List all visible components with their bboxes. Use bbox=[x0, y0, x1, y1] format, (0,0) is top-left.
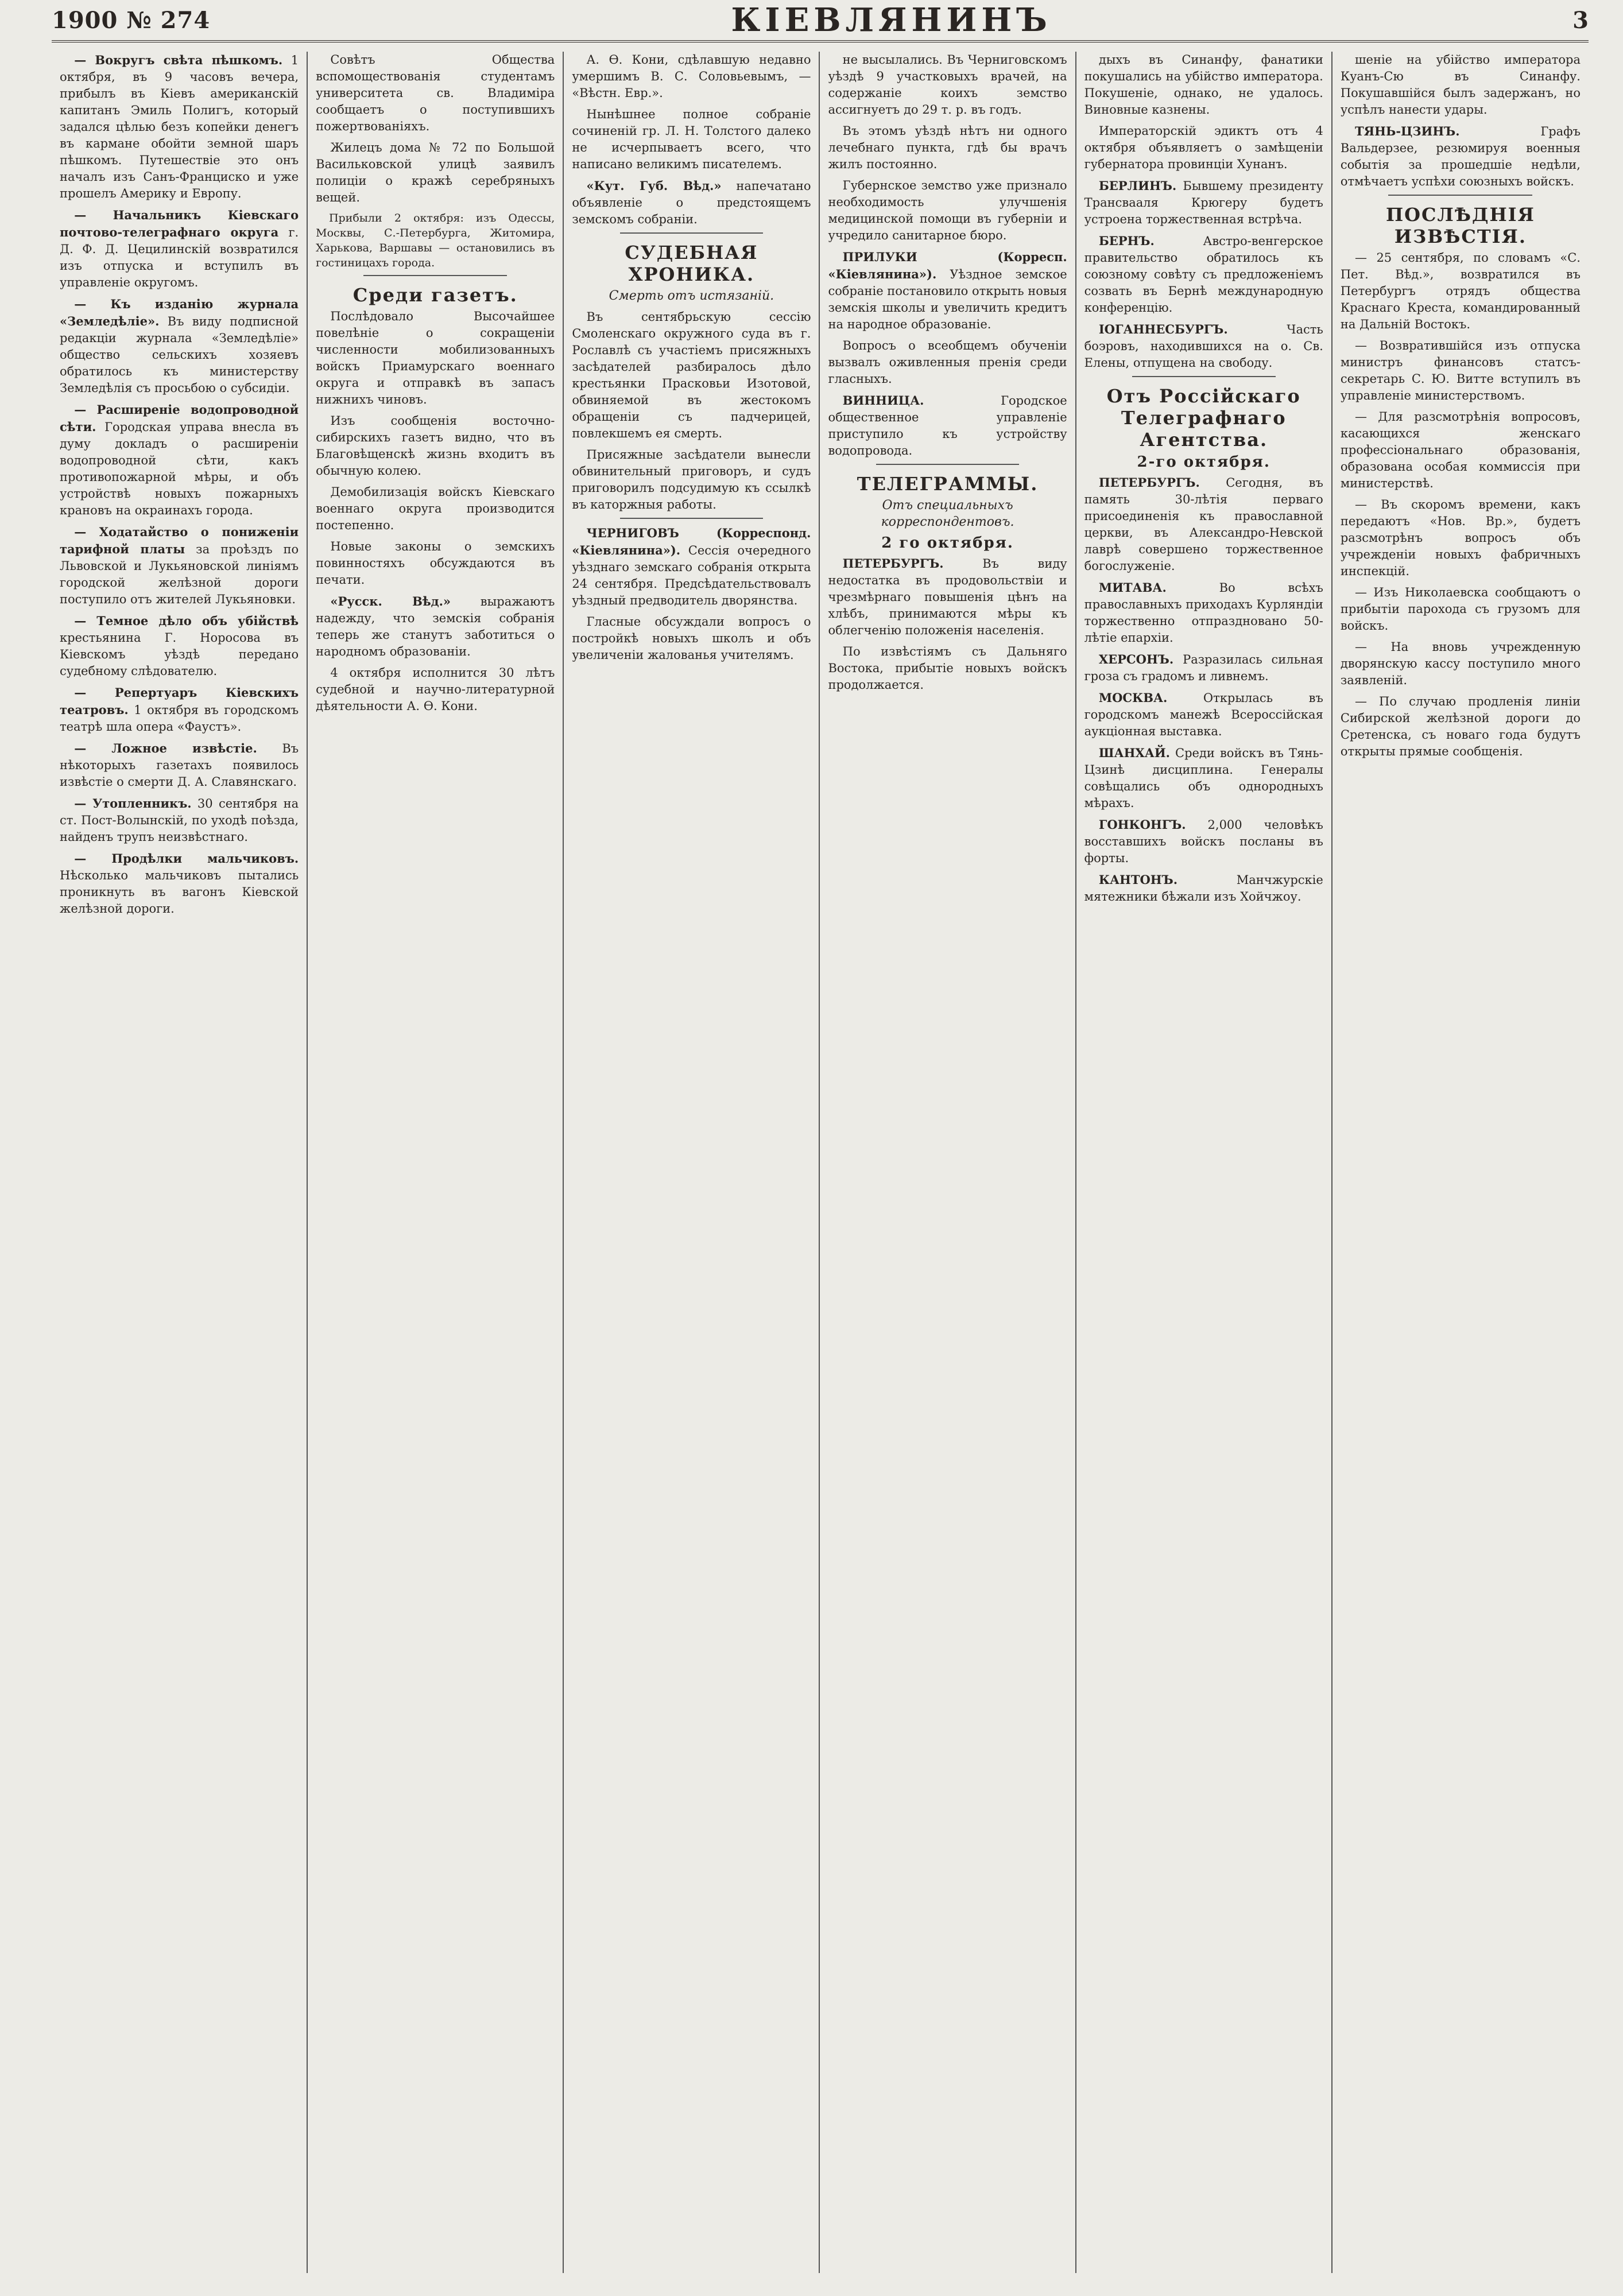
article-johannesburg bbox=[1084, 321, 1323, 371]
divider bbox=[1388, 195, 1532, 196]
article-russk-ved bbox=[316, 593, 555, 660]
divider bbox=[876, 464, 1020, 465]
article-canton bbox=[1084, 871, 1323, 905]
article-false-report bbox=[60, 740, 299, 790]
article-lead: — Расширеніе водопроводной сѣти. bbox=[60, 402, 299, 434]
article-text: 1 октября, въ 9 часовъ вечера, прибылъ въ Кіевъ американскій капитанъ Эмиль Полигъ, который задался цѣлью безъ копейки денегъ въ кармане обойти земной шаръ пѣшкомъ. Путешествіе это онъ началъ изъ Санъ-Франциско и уже прошелъ Америку и Европу. bbox=[60, 53, 299, 200]
article-lead: ІОГАННЕСБУРГЪ. bbox=[1098, 322, 1228, 336]
article-text: дыхъ въ Синанфу, фанатики покушались на убійство императора. Покушеніе, однако, не удалось. Виновные казнены. bbox=[1084, 53, 1323, 117]
article-text: Уѣздное земское собраніе постановило открыть новыя земскія школы и увеличить кредитъ на народное образованіе. bbox=[828, 267, 1067, 331]
article-water-network bbox=[60, 401, 299, 519]
article-text: Разразилась сильная гроза съ градомъ и ливнемъ. bbox=[1084, 653, 1323, 683]
article-lead: МИТАВА. bbox=[1098, 580, 1167, 595]
article-text: Открылась въ городскомъ манежѣ Всероссійская аукціонная выставка. bbox=[1084, 691, 1323, 738]
article-text: — Въ скоромъ времени, какъ передаютъ «Нов. Вр.», будетъ разсмотрѣнъ вопросъ объ учрежденіи новыхъ фабричныхъ инспекцій. bbox=[1340, 498, 1581, 578]
article-lead: БЕРНЪ. bbox=[1098, 234, 1155, 248]
column-2 bbox=[308, 52, 564, 2273]
article-theft bbox=[316, 139, 555, 206]
article-lead: ПРИЛУКИ (Корресп. «Кіевлянина»). bbox=[828, 250, 1067, 281]
article-drowned bbox=[60, 795, 299, 846]
article-lead: МОСКВА. bbox=[1098, 691, 1168, 705]
article-assassination bbox=[1084, 52, 1323, 118]
article-sanitary bbox=[828, 177, 1067, 244]
article-bern bbox=[1084, 232, 1323, 316]
article-text: — Изъ Николаевска сообщаютъ о прибытіи парохода съ грузомъ для войскъ. bbox=[1340, 585, 1581, 633]
article-agency-petersburg bbox=[1084, 474, 1323, 575]
article-far-east bbox=[828, 643, 1067, 693]
article-murder-case bbox=[60, 612, 299, 680]
article-demobilization bbox=[316, 308, 555, 408]
article-text: — Возвратившійся изъ отпуска министръ финансовъ статсъ-секретарь С. Ю. Витте вступилъ въ управленіе министерствомъ. bbox=[1340, 339, 1581, 402]
divider bbox=[620, 518, 764, 519]
article-around-world bbox=[60, 52, 299, 202]
article-text: Совѣтъ Общества вспомоществованія студентамъ университета св. Владиміра сообщаетъ о поступившихъ пожертвованіяхъ. bbox=[316, 53, 555, 133]
article-text: Изъ сообщенія восточно-сибирскихъ газетъ видно, что въ Благовѣщенскѣ жизнь входитъ въ обычную колею. bbox=[316, 414, 555, 478]
section-heading: Среди газетъ. bbox=[353, 284, 518, 306]
section-subheading: Отъ специальныхъ корреспондентовъ. bbox=[881, 498, 1014, 529]
article-text: — Для разсмотрѣнія вопросовъ, касающихся женскаго профессіональнаго образованія, образована особая коммиссія при министерствѣ. bbox=[1340, 410, 1581, 490]
masthead bbox=[52, 0, 1589, 42]
article-text: 2,000 человѣкъ восставшихъ войскъ посланы въ форты. bbox=[1084, 818, 1323, 865]
article-text: По извѣстіямъ съ Дальняго Востока, прибытіе новыхъ войскъ продолжается. bbox=[828, 645, 1067, 692]
article-lead: — Темное дѣло объ убійствѣ bbox=[74, 614, 299, 628]
column-6 bbox=[1333, 52, 1589, 2273]
article-lead: ШАНХАЙ. bbox=[1098, 746, 1170, 760]
issue-number: 1900 № 274 bbox=[52, 6, 211, 34]
dateline: 2 го октября. bbox=[881, 534, 1014, 552]
article-text: Губернское земство уже признало необходимость улучшенія медицинской помощи въ губерніи и учредило санитарное бюро. bbox=[828, 179, 1067, 242]
article-text: Часть боэровъ, находившихся на о. Св. Елены, отпущена на свободу. bbox=[1084, 323, 1323, 370]
article-edict bbox=[1084, 123, 1323, 173]
article-red-cross bbox=[1341, 250, 1581, 333]
article-lead: — Утопленникъ. bbox=[74, 796, 192, 810]
article-text: шеніе на убійство императора Куанъ-Сю въ Синанфу. Покушавшійся былъ задержанъ, но успѣлъ нанести удары. bbox=[1340, 53, 1581, 117]
article-hongkong bbox=[1084, 816, 1323, 867]
article-telegram-petersburg bbox=[828, 555, 1067, 639]
article-lead: «Кут. Губ. Вѣд.» bbox=[586, 179, 722, 193]
article-lead: — Вокругъ свѣта пѣшкомъ. bbox=[74, 53, 283, 67]
page-number: 3 bbox=[1572, 6, 1589, 34]
article-text: Въ нѣкоторыхъ газетахъ появилось извѣстіе о смерти Д. А. Славянскаго. bbox=[60, 742, 299, 789]
article-lead: — Репертуаръ Кіевскихъ театровъ. bbox=[60, 685, 299, 717]
columns bbox=[52, 52, 1589, 2273]
article-text: напечатано объявленіе о предстоящемъ земскомъ собраніи. bbox=[572, 179, 811, 226]
article-lead: — Начальникъ Кіевскаго почтово-телеграфнаго округа bbox=[60, 208, 299, 239]
article-kherson bbox=[1084, 651, 1323, 685]
article-emperor bbox=[1341, 52, 1581, 118]
newspaper-title: КІЕВЛЯНИНЪ bbox=[731, 1, 1052, 39]
article-clinics bbox=[828, 123, 1067, 173]
article-kutaisi bbox=[572, 177, 811, 228]
article-koni bbox=[572, 52, 811, 102]
divider bbox=[1132, 376, 1276, 377]
article-lead: БЕРЛИНЪ. bbox=[1098, 179, 1177, 193]
article-text: Графъ Вальдерзее, резюмируя военныя событія за прошедшіе недѣли, отмѣчаетъ успѣхи союзныхъ войскъ. bbox=[1340, 125, 1581, 188]
article-text: Во всѣхъ православныхъ приходахъ Курляндіи торжественно отпраздновано 50-лѣтіе епархіи. bbox=[1084, 581, 1323, 645]
column-3 bbox=[564, 52, 820, 2273]
article-lead: — Ложное извѣстіе. bbox=[74, 741, 257, 755]
article-text: Присяжные засѣдатели вынесли обвинительный приговоръ, и судъ приговорилъ подсудимую къ ссылкѣ въ каторжныя работы. bbox=[572, 448, 811, 511]
article-text: 1 октября въ городскомъ театрѣ шла опера «Фаустъ». bbox=[60, 703, 299, 734]
article-text: выражаютъ надежду, что земскія собранія теперь же станутъ заботиться о народномъ образованіи. bbox=[316, 595, 555, 658]
section-heading: ТЕЛЕГРАММЫ. bbox=[857, 473, 1039, 495]
article-text: за проѣздъ по Львовской и Лукьяновской линіямъ городской желѣзной дороги поступило отъ жителей Лукьяновки. bbox=[60, 542, 299, 606]
article-text: Вопросъ о всеобщемъ обученіи вызвалъ оживленныя пренія среди гласныхъ. bbox=[828, 339, 1067, 386]
section-heading: Отъ Россійскаго Телеграфнаго Агентства. bbox=[1106, 385, 1301, 451]
article-tolstoy bbox=[572, 106, 811, 173]
article-text: — 25 сентября, по словамъ «С. Пет. Вѣд.», возвратился въ Петербургъ отрядъ общества Краснаго Креста, командированный на Дальній Востокъ. bbox=[1340, 251, 1581, 331]
article-text: — По случаю продленія линіи Сибирской желѣзной дороги до Сретенска, съ новаго года будутъ открыты прямые сообщенія. bbox=[1340, 695, 1581, 758]
article-nikolaevsk bbox=[1341, 584, 1581, 634]
article-text: — На вновь учрежденную дворянскую кассу поступило много заявленій. bbox=[1340, 640, 1581, 687]
article-lead: ВИННИЦА. bbox=[842, 393, 924, 408]
article-chernigov bbox=[572, 525, 811, 609]
divider bbox=[363, 275, 507, 276]
article-text: Гласные обсуждали вопросъ о постройкѣ новыхъ школъ и объ увеличеніи жалованья учителямъ. bbox=[572, 615, 811, 662]
article-schools bbox=[572, 614, 811, 664]
article-text: г. Д. Ф. Д. Цецилинскій возвратился изъ отпуска и вступилъ въ управленіе округомъ. bbox=[60, 226, 299, 289]
article-text: Въ этомъ уѣздѣ нѣтъ ни одного лечебнаго пункта, гдѣ бы врачъ жилъ постоянно. bbox=[828, 124, 1067, 171]
article-doctors bbox=[828, 52, 1067, 118]
article-siberian-railway bbox=[1341, 693, 1581, 760]
article-boys bbox=[60, 850, 299, 917]
article-postal-chief bbox=[60, 207, 299, 291]
article-text: Нѣсколько мальчиковъ пытались проникнуть въ вагонъ Кіевской желѣзной дороги. bbox=[60, 868, 299, 916]
article-text: Императорскій эдиктъ отъ 4 октября объявляетъ о замѣщеніи губернатора провинціи Хунанъ. bbox=[1084, 124, 1323, 171]
article-text: 30 сентября на ст. Пост-Волынскій, по уходѣ поѣзда, найденъ трупъ неизвѣстнаго. bbox=[60, 797, 299, 844]
article-priluki bbox=[828, 249, 1067, 333]
article-berlin bbox=[1084, 177, 1323, 228]
article-text: Городское общественное управленіе приступило къ устройству водопровода. bbox=[828, 394, 1067, 457]
article-text: Въ сентябрьскую сессію Смоленскаго окружного суда въ г. Рославлѣ съ участіемъ присяжныхъ засѣдателей разбиралось дѣло крестьянки Прасковьи Изотовой, обвиняемой въ жестокомъ обращеніи съ падчерицей, повлекшемъ ея смерть. bbox=[572, 310, 811, 440]
section-subheading: Смерть отъ истязаній. bbox=[609, 289, 774, 303]
section-heading: СУДЕБНАЯ ХРОНИКА. bbox=[625, 242, 758, 285]
article-lead: ПЕТЕРБУРГЪ. bbox=[1098, 475, 1200, 490]
article-lead: — Къ изданію журнала «Земледѣліе». bbox=[60, 297, 299, 328]
divider bbox=[620, 232, 764, 234]
article-text: Манчжурскіе мятежники бѣжали изъ Хойчжоу. bbox=[1084, 873, 1323, 903]
article-tientsin bbox=[1341, 123, 1581, 190]
article-koni-jubilee bbox=[316, 665, 555, 715]
article-theatre bbox=[60, 684, 299, 735]
article-text: А. Ѳ. Кони, сдѣлавшую недавно умершимъ В. С. Соловьевымъ, — «Вѣстн. Евр.». bbox=[572, 53, 811, 100]
dateline: 2-го октября. bbox=[1137, 453, 1270, 471]
article-verdict bbox=[572, 447, 811, 513]
article-text: Новые законы о земскихъ повинностяхъ обсуждаются въ печати. bbox=[316, 540, 555, 587]
article-education bbox=[828, 338, 1067, 387]
article-factory-inspection bbox=[1341, 497, 1581, 580]
article-text: Нынѣшнее полное собраніе сочиненій гр. Л. Н. Толстого далеко не исчерпываетъ всего, что написано великимъ писателемъ. bbox=[572, 107, 811, 171]
article-moscow bbox=[1084, 689, 1323, 740]
article-text: 4 октября исполнится 30 лѣтъ судебной и научно-литературной дѣятельности А. Ѳ. Кони. bbox=[316, 666, 555, 713]
article-lead: ТЯНЬ-ЦЗИНЪ. bbox=[1355, 124, 1460, 138]
column-4 bbox=[820, 52, 1076, 2273]
article-vinnitsa bbox=[828, 392, 1067, 459]
article-lead: ГОНКОНГЪ. bbox=[1098, 817, 1186, 832]
article-text: Среди войскъ въ Тянь-Цзинѣ дисциплина. Генералы совѣщались объ однородныхъ мѣрахъ. bbox=[1084, 746, 1323, 810]
column-5 bbox=[1076, 52, 1333, 2273]
article-text: Сессія очередного уѣзднаго земскаго собранія открыта 24 сентября. Предсѣдательствовалъ уѣздный предводитель дворянства. bbox=[572, 544, 811, 607]
article-women-education bbox=[1341, 409, 1581, 492]
article-text: не высылались. Въ Черниговскомъ уѣздѣ 9 участковыхъ врачей, на содержаніе коихъ земство ассигнуетъ до 29 т. р. въ годъ. bbox=[828, 53, 1067, 117]
article-text: Прибыли 2 октября: изъ Одессы, Москвы, С.-Петербурга, Житомира, Харькова, Варшавы — остановились въ гостиницахъ города. bbox=[316, 212, 555, 269]
article-witte bbox=[1341, 338, 1581, 404]
article-lead: ХЕРСОНЪ. bbox=[1098, 652, 1174, 666]
article-zemstvo-laws bbox=[316, 538, 555, 588]
column-1 bbox=[52, 52, 308, 2273]
article-journal bbox=[60, 296, 299, 397]
article-lead: КАНТОНЪ. bbox=[1098, 872, 1178, 887]
article-text: Сегодня, въ память 30-лѣтія перваго присоединенія къ православной церкви, въ Александро-Невской лаврѣ совершено торжественное богослуженіе. bbox=[1084, 476, 1323, 573]
article-tariff bbox=[60, 523, 299, 608]
article-lead: ПЕТЕРБУРГЪ. bbox=[842, 556, 944, 571]
article-nobility-bank bbox=[1341, 639, 1581, 689]
article-text: Городская управа внесла въ думу докладъ о расширеніи водопроводной сѣти, какъ противопожарной мѣры, и объ устройствѣ новыхъ пожарныхъ крановъ на окраинахъ города. bbox=[60, 420, 299, 517]
article-text: Бывшему президенту Трансвааля Крюгеру будетъ устроена торжественная встрѣча. bbox=[1084, 179, 1323, 226]
article-text: Демобилизація войскъ Кіевскаго военнаго округа производится постепенно. bbox=[316, 485, 555, 532]
article-lead: ЧЕРНИГОВЪ (Корреспонд. «Кіевлянина»). bbox=[572, 526, 811, 557]
article-text: Австро-венгерское правительство обратилось къ союзному совѣту съ предложеніемъ созвать въ Бернѣ международную конференцію. bbox=[1084, 234, 1323, 315]
article-lead: «Русск. Вѣд.» bbox=[330, 594, 451, 608]
article-shanghai bbox=[1084, 744, 1323, 812]
article-text: Послѣдовало Высочайшее повелѣніе о сокращеніи численности мобилизованныхъ войскъ Приамурскаго военнаго округа и отправкѣ въ запасъ нижнихъ чиновъ. bbox=[316, 309, 555, 406]
article-court-case bbox=[572, 309, 811, 442]
article-lead: — Ходатайство о пониженіи тарифной платы bbox=[60, 525, 299, 556]
article-text: Въ виду недостатка въ продовольствіи и чрезмѣрнаго повышенія цѣнъ на хлѣбъ, принимаются мѣры къ облегченію положенія населенія. bbox=[828, 557, 1067, 637]
article-lead: — Продѣлки мальчиковъ. bbox=[74, 851, 299, 866]
article-student-aid bbox=[316, 52, 555, 135]
article-text: крестьянина Г. Норосова въ Кіевскомъ уѣздѣ передано судебному слѣдователю. bbox=[60, 631, 299, 678]
article-text: Жилецъ дома № 72 по Большой Васильковской улицѣ заявилъ полиціи о кражѣ серебряныхъ вещей. bbox=[316, 141, 555, 204]
article-arrivals bbox=[316, 211, 555, 270]
article-mitava bbox=[1084, 579, 1323, 646]
section-heading: ПОСЛѢДНІЯ ИЗВѢСТІЯ. bbox=[1385, 204, 1535, 247]
article-siberia bbox=[316, 413, 555, 479]
article-kiev-district bbox=[316, 484, 555, 534]
article-text: Въ виду подписной редакціи журнала «Земледѣліе» общество сельскихъ хозяевъ обратилось къ министерству Земледѣлія съ просьбою о субсидіи. bbox=[60, 315, 299, 395]
